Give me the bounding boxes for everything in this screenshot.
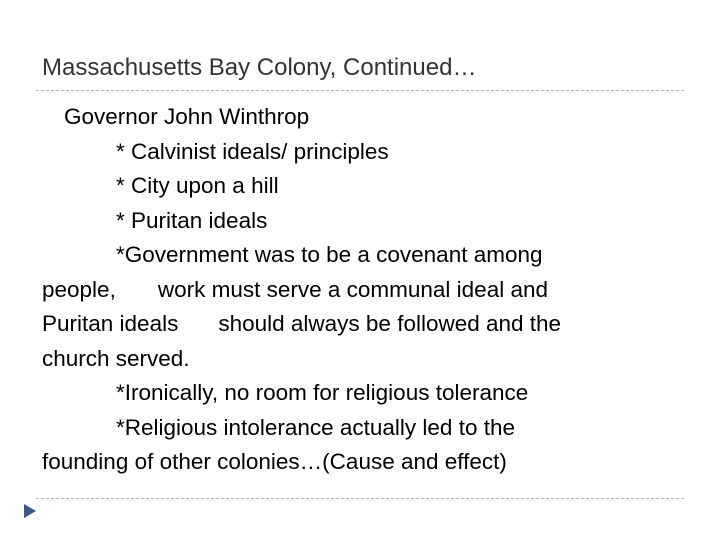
bullet-main-text: Governor John Winthrop — [64, 104, 310, 129]
government-line-3 — [42, 307, 692, 342]
government-line-2 — [42, 273, 692, 308]
bullet-main — [42, 100, 692, 135]
subpoint-puritan: * Puritan ideals — [116, 207, 268, 233]
government-line-3a: Puritan ideals — [42, 311, 179, 336]
government-line-3b: should always be followed and the — [218, 311, 562, 336]
intolerance-line-2: founding of other colonies…(Cause and effect) — [42, 449, 507, 474]
title-divider — [36, 90, 684, 91]
triangle-right-icon — [24, 504, 36, 518]
slide-body — [42, 100, 692, 480]
subpoint-calvinist: * Calvinist ideals/ principles — [116, 138, 389, 164]
slide-title: Massachusetts Bay Colony, Continued… — [42, 54, 477, 81]
intolerance-line-1: *Religious intolerance actually led to the — [116, 414, 515, 440]
subpoint-city: * City upon a hill — [116, 173, 279, 198]
ironically-line: *Ironically, no room for religious tolerance — [116, 380, 529, 405]
government-line-2a: people, — [42, 276, 116, 302]
footer-divider — [36, 498, 684, 499]
government-line-2b: work must serve a communal ideal and — [157, 276, 548, 302]
government-line-1: *Government was to be a covenant among — [116, 242, 543, 267]
government-line-4: church served. — [42, 345, 190, 371]
